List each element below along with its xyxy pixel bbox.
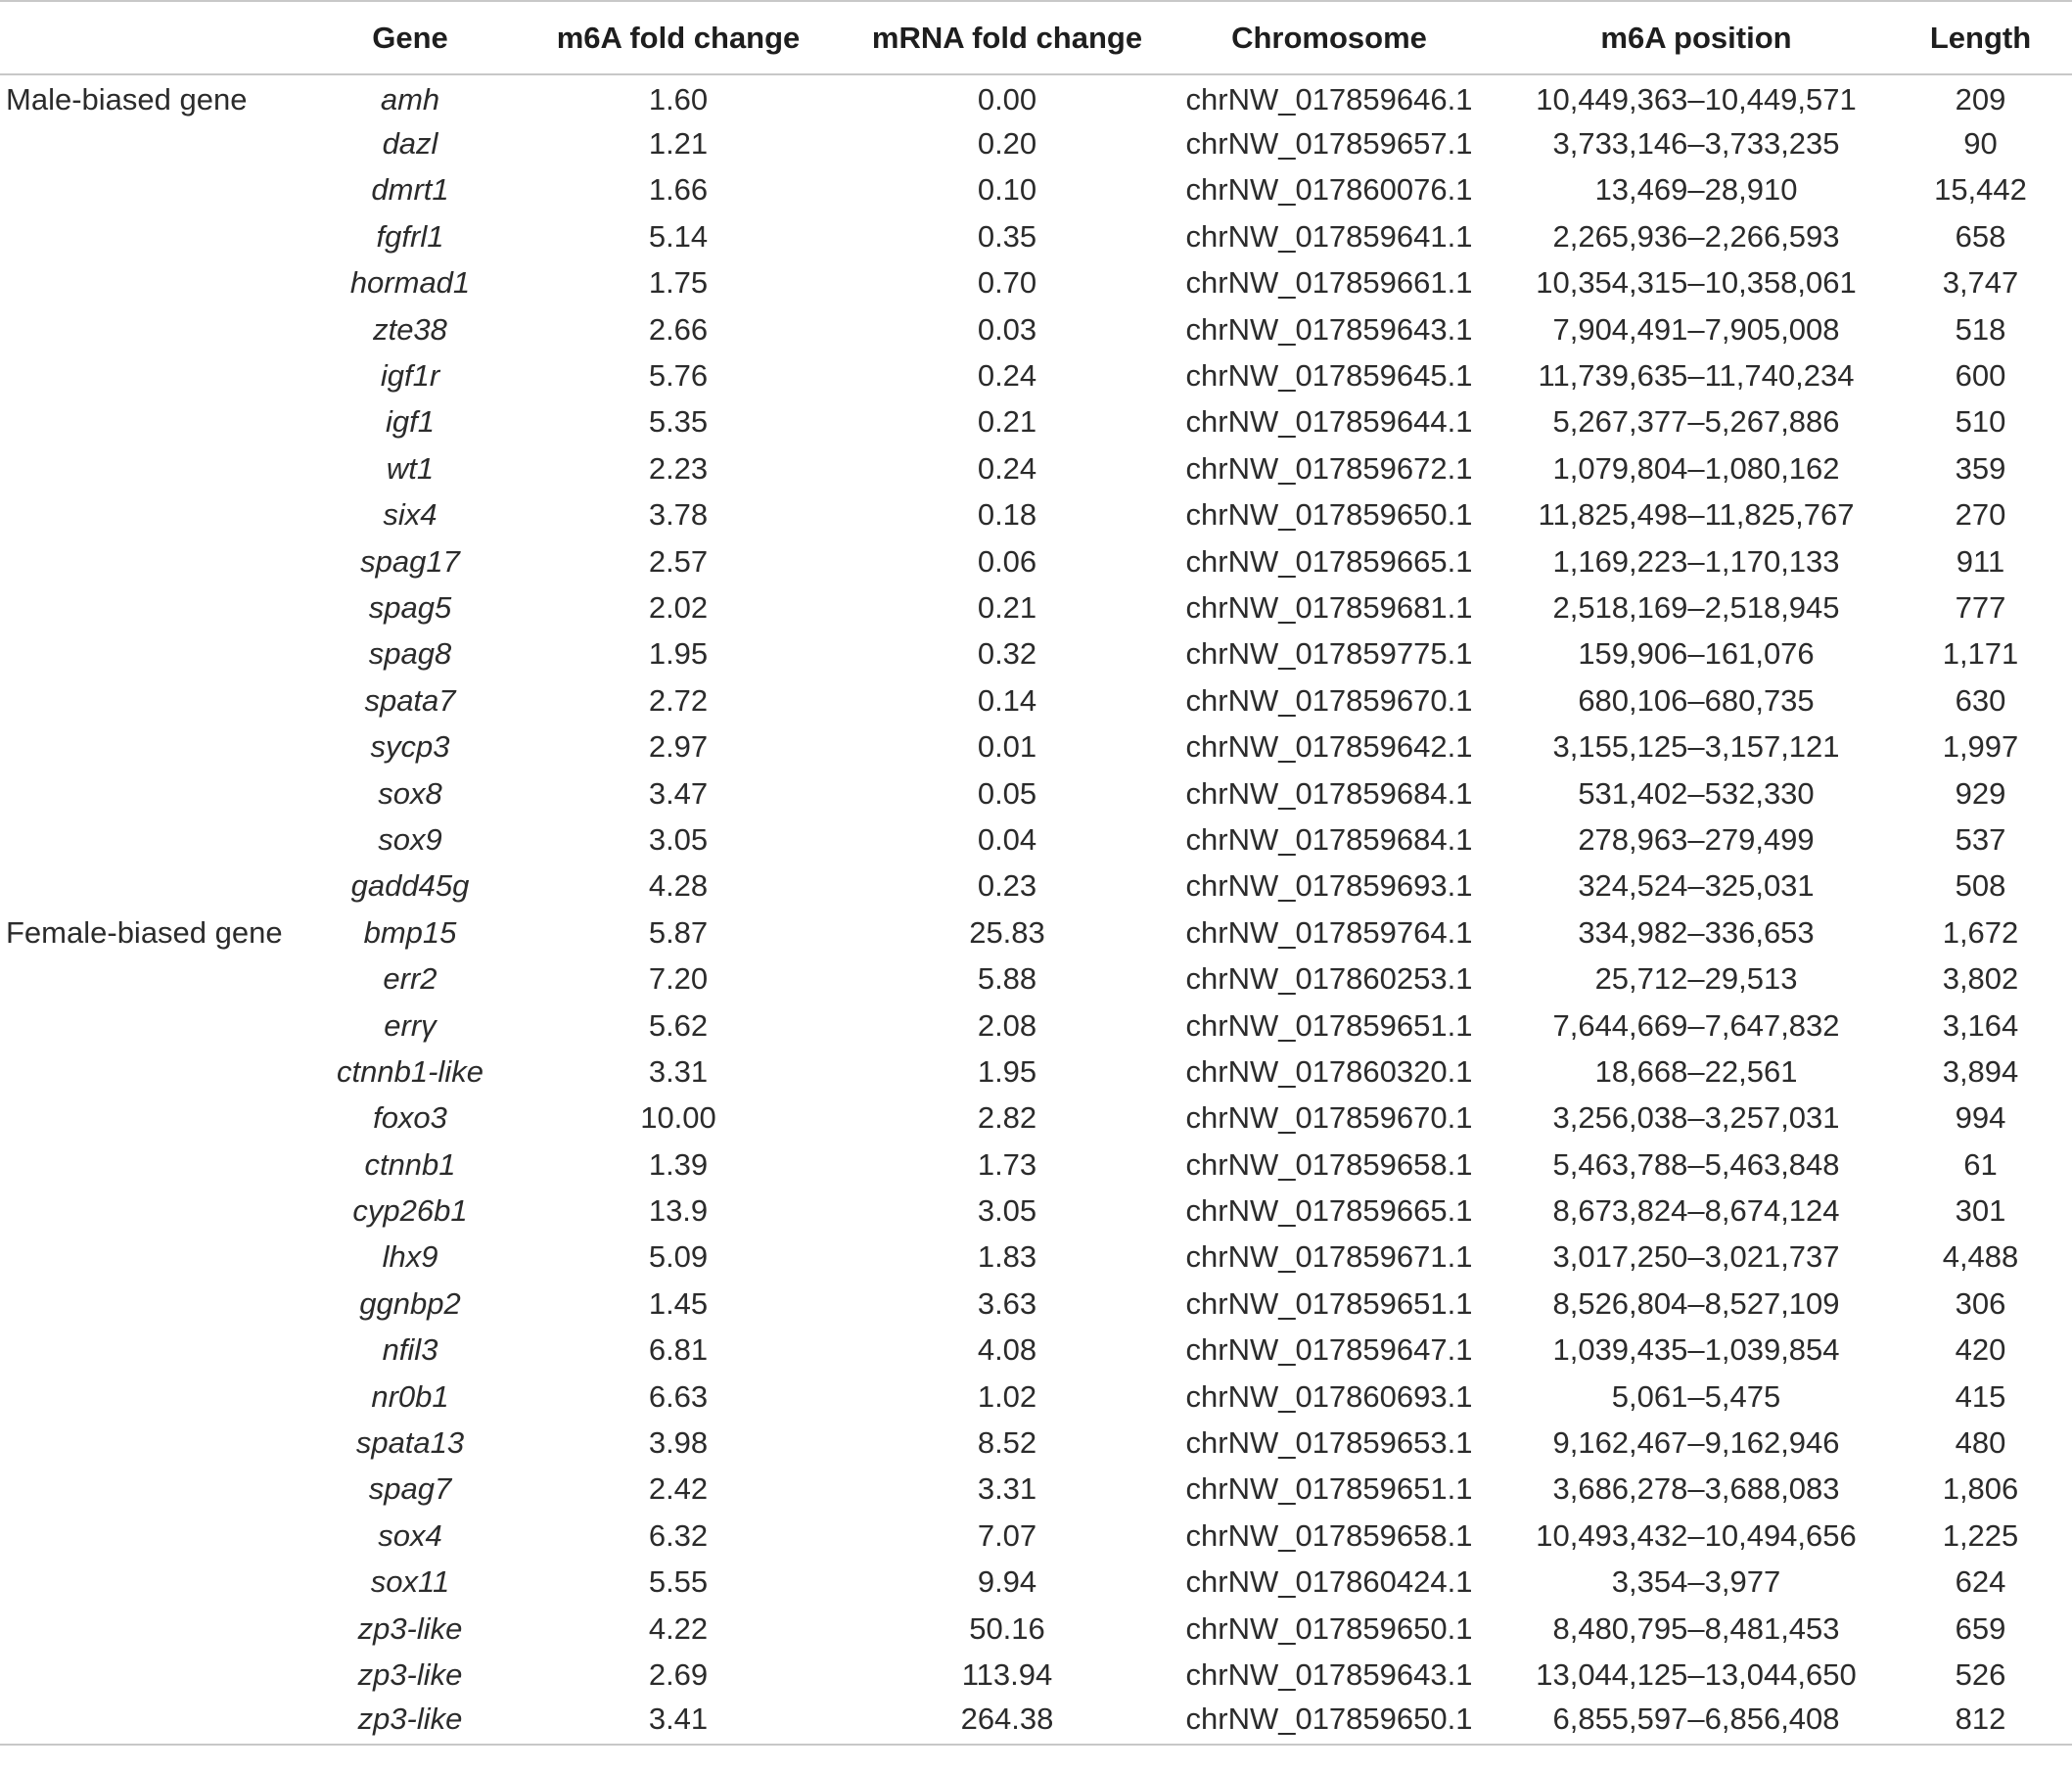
m6a-position-cell: 680,106–680,735: [1578, 682, 1815, 718]
m6a-fold-change-cell: 5.62: [648, 1007, 709, 1043]
group-cell: [0, 352, 323, 398]
gene-cell: spag8: [368, 636, 452, 672]
m6a-fold-change-cell: 1.95: [648, 636, 709, 672]
table-row: [0, 770, 2072, 816]
m6a-fold-change-cell: 6.63: [648, 1378, 709, 1414]
length-cell: 209: [1955, 82, 2006, 117]
table-row: [0, 1188, 2072, 1234]
group-cell: [0, 1374, 323, 1420]
gene-cell: nr0b1: [371, 1378, 449, 1414]
table-row: [0, 1374, 2072, 1420]
header-group: [0, 1, 323, 74]
length-cell: 624: [1955, 1564, 2006, 1600]
m6a-fold-change-cell: 5.87: [648, 914, 709, 950]
m6a-position-cell: 1,039,435–1,039,854: [1552, 1332, 1840, 1368]
m6a-fold-change-cell: 1.39: [648, 1146, 709, 1182]
m6a-fold-change-cell: 2.97: [648, 729, 709, 765]
length-cell: 90: [1963, 126, 1998, 162]
mrna-fold-change-cell: 0.01: [977, 729, 1037, 765]
gene-cell: sox9: [378, 821, 442, 857]
table-row: [0, 677, 2072, 723]
gene-cell: errγ: [384, 1007, 437, 1043]
table-row: [0, 909, 2072, 956]
table-row: [0, 120, 2072, 166]
length-cell: 61: [1963, 1146, 1998, 1182]
m6a-position-cell: 11,825,498–11,825,767: [1538, 497, 1855, 533]
gene-cell: igf1r: [380, 358, 440, 394]
chromosome-cell: chrNW_017859651.1: [1185, 1285, 1473, 1321]
m6a-fold-change-cell: 3.98: [648, 1425, 709, 1461]
m6a-position-cell: 3,354–3,977: [1611, 1564, 1781, 1600]
m6a-fold-change-cell: 2.69: [648, 1656, 709, 1692]
m6a-position-cell: 5,267,377–5,267,886: [1552, 404, 1840, 440]
m6a-position-cell: 8,480,795–8,481,453: [1552, 1610, 1840, 1646]
m6a-position-cell: 278,963–279,499: [1578, 821, 1815, 857]
header-length: Length: [1889, 1, 2072, 74]
mrna-fold-change-cell: 3.31: [977, 1471, 1037, 1507]
m6a-position-cell: 3,686,278–3,688,083: [1552, 1471, 1840, 1507]
table-row: [0, 399, 2072, 445]
length-cell: 3,894: [1942, 1053, 2019, 1089]
length-cell: 630: [1955, 682, 2006, 718]
group-cell: [0, 677, 323, 723]
mrna-fold-change-cell: 0.23: [977, 868, 1037, 904]
length-cell: 911: [1956, 543, 2005, 579]
mrna-fold-change-cell: 0.20: [977, 126, 1037, 162]
chromosome-cell: chrNW_017859641.1: [1185, 218, 1473, 254]
table-row: [0, 631, 2072, 677]
m6a-position-cell: 3,155,125–3,157,121: [1552, 729, 1840, 765]
length-cell: 1,806: [1942, 1471, 2019, 1507]
m6a-fold-change-cell: 2.42: [648, 1471, 709, 1507]
m6a-position-cell: 3,256,038–3,257,031: [1552, 1100, 1840, 1136]
group-cell: [0, 1420, 323, 1466]
group-cell: [0, 260, 323, 306]
group-cell: [0, 1188, 323, 1234]
m6a-fold-change-cell: 1.45: [648, 1285, 709, 1321]
gene-cell: spag7: [368, 1471, 452, 1507]
mrna-fold-change-cell: 0.14: [977, 682, 1037, 718]
group-cell: [0, 631, 323, 677]
header-mrna-fold-change: mRNA fold change: [859, 1, 1155, 74]
mrna-fold-change-cell: 1.83: [977, 1239, 1037, 1275]
m6a-position-cell: 324,524–325,031: [1578, 868, 1815, 904]
mrna-fold-change-cell: 0.05: [977, 775, 1037, 811]
length-cell: 270: [1955, 497, 2006, 533]
gene-cell: sycp3: [370, 729, 450, 765]
length-cell: 812: [1889, 1699, 2072, 1745]
header-row: [0, 1, 2072, 74]
length-cell: 4,488: [1942, 1239, 2019, 1275]
table-row: [0, 260, 2072, 306]
m6a-position-cell: 18,668–22,561: [1594, 1053, 1798, 1089]
m6a-position-cell: 13,469–28,910: [1594, 172, 1798, 208]
gene-cell: cyp26b1: [352, 1193, 468, 1229]
m6a-position-cell: 334,982–336,653: [1578, 914, 1815, 950]
m6a-fold-change-cell: 4.22: [648, 1610, 709, 1646]
length-cell: 658: [1955, 218, 2006, 254]
mrna-fold-change-cell: 0.00: [977, 82, 1037, 117]
length-cell: 537: [1955, 821, 2006, 857]
mrna-fold-change-cell: 0.35: [977, 218, 1037, 254]
table-row: [0, 445, 2072, 491]
m6a-position-cell: 10,493,432–10,494,656: [1536, 1517, 1857, 1553]
m6a-position-cell: 7,904,491–7,905,008: [1552, 311, 1840, 347]
header-m6a-fold-change: m6A fold change: [497, 1, 859, 74]
gene-cell: wt1: [386, 450, 435, 486]
table-row: [0, 1420, 2072, 1466]
gene-cell: zp3-like: [357, 1656, 463, 1692]
m6a-position-cell: 10,354,315–10,358,061: [1536, 265, 1857, 301]
group-cell: [0, 492, 323, 538]
table-row: [0, 492, 2072, 538]
table-row: [0, 1606, 2072, 1652]
table-row: [0, 538, 2072, 584]
table-row: [0, 1096, 2072, 1142]
mrna-fold-change-cell: 0.24: [977, 450, 1037, 486]
group-cell: [0, 1142, 323, 1188]
m6a-fold-change-cell: 1.75: [648, 265, 709, 301]
gene-cell: six4: [383, 497, 437, 533]
chromosome-cell: chrNW_017859764.1: [1185, 914, 1473, 950]
length-cell: 420: [1955, 1332, 2006, 1368]
mrna-fold-change-cell: 1.95: [977, 1053, 1037, 1089]
chromosome-cell: chrNW_017859651.1: [1185, 1471, 1473, 1507]
gene-cell: foxo3: [373, 1100, 447, 1136]
m6a-position-cell: 8,526,804–8,527,109: [1552, 1285, 1840, 1321]
mrna-fold-change-cell: 2.08: [977, 1007, 1037, 1043]
m6a-fold-change-cell: 3.31: [648, 1053, 709, 1089]
group-cell: [0, 816, 323, 863]
m6a-fold-change-cell: 2.23: [648, 450, 709, 486]
m6a-position-cell: 7,644,669–7,647,832: [1552, 1007, 1840, 1043]
group-cell: [0, 1606, 323, 1652]
length-cell: 3,164: [1942, 1007, 2019, 1043]
table-row: [0, 584, 2072, 630]
m6a-fold-change-cell: 5.55: [648, 1564, 709, 1600]
chromosome-cell: chrNW_017859650.1: [1155, 1699, 1503, 1745]
mrna-fold-change-cell: 5.88: [977, 961, 1037, 997]
mrna-fold-change-cell: 0.24: [977, 358, 1037, 394]
chromosome-cell: chrNW_017859644.1: [1185, 404, 1473, 440]
gene-cell: zp3-like: [323, 1699, 497, 1745]
group-cell: Male-biased gene: [6, 82, 248, 117]
table-row: [0, 213, 2072, 259]
mrna-fold-change-cell: 3.63: [977, 1285, 1037, 1321]
m6a-fold-change-cell: 4.28: [648, 868, 709, 904]
chromosome-cell: chrNW_017860320.1: [1185, 1053, 1473, 1089]
gene-cell: zte38: [373, 311, 447, 347]
m6a-fold-change-cell: 3.78: [648, 497, 709, 533]
group-cell: [0, 538, 323, 584]
length-cell: 301: [1955, 1193, 2006, 1229]
chromosome-cell: chrNW_017859645.1: [1185, 358, 1473, 394]
mrna-fold-change-cell: 0.18: [977, 497, 1037, 533]
mrna-fold-change-cell: 3.05: [977, 1193, 1037, 1229]
table-row: [0, 1560, 2072, 1606]
length-cell: 518: [1955, 311, 2006, 347]
mrna-fold-change-cell: 0.10: [977, 172, 1037, 208]
group-cell: [0, 1049, 323, 1095]
mrna-fold-change-cell: 0.21: [977, 404, 1037, 440]
table-row: [0, 1513, 2072, 1559]
group-cell: [0, 399, 323, 445]
m6a-fold-change-cell: 3.05: [648, 821, 709, 857]
mrna-fold-change-cell: 4.08: [977, 1332, 1037, 1368]
table-row: [0, 1281, 2072, 1327]
chromosome-cell: chrNW_017859693.1: [1185, 868, 1473, 904]
length-cell: 3,747: [1942, 265, 2019, 301]
gene-cell: spag5: [368, 589, 452, 625]
m6a-fold-change-cell: 1.60: [648, 82, 709, 117]
table-row: [0, 74, 2072, 120]
chromosome-cell: chrNW_017859684.1: [1185, 775, 1473, 811]
group-cell: [0, 1652, 323, 1698]
table-row: [0, 816, 2072, 863]
gene-cell: nfil3: [382, 1332, 438, 1368]
gene-cell: bmp15: [363, 914, 457, 950]
m6a-position-cell: 6,855,597–6,856,408: [1503, 1699, 1889, 1745]
chromosome-cell: chrNW_017859657.1: [1185, 126, 1473, 162]
length-cell: 1,672: [1942, 914, 2019, 950]
gene-cell: igf1: [386, 404, 435, 440]
table-row: [0, 352, 2072, 398]
group-cell: [0, 120, 323, 166]
chromosome-cell: chrNW_017859681.1: [1185, 589, 1473, 625]
m6a-fold-change-cell: 5.14: [648, 218, 709, 254]
m6a-fold-change-cell: 10.00: [640, 1100, 716, 1136]
gene-cell: zp3-like: [357, 1610, 463, 1646]
gene-cell: ctnnb1: [364, 1146, 456, 1182]
table-row: [0, 167, 2072, 213]
m6a-fold-change-cell: 2.72: [648, 682, 709, 718]
chromosome-cell: chrNW_017859658.1: [1185, 1517, 1473, 1553]
chromosome-cell: chrNW_017860693.1: [1185, 1378, 1473, 1414]
mrna-fold-change-cell: 113.94: [961, 1656, 1053, 1692]
gene-cell: dazl: [382, 126, 438, 162]
m6a-fold-change-cell: 2.66: [648, 311, 709, 347]
length-cell: 510: [1955, 404, 2006, 440]
table-body: [0, 74, 2072, 1745]
chromosome-cell: chrNW_017859670.1: [1185, 682, 1473, 718]
group-cell: [0, 1235, 323, 1281]
gene-cell: sox11: [370, 1564, 450, 1600]
chromosome-cell: chrNW_017860253.1: [1185, 961, 1473, 997]
gene-cell: ctnnb1-like: [337, 1053, 483, 1089]
length-cell: 15,442: [1934, 172, 2027, 208]
group-cell: [0, 956, 323, 1002]
m6a-position-cell: 1,079,804–1,080,162: [1552, 450, 1840, 486]
chromosome-cell: chrNW_017860424.1: [1185, 1564, 1473, 1600]
length-cell: 415: [1955, 1378, 2006, 1414]
m6a-fold-change-cell: 1.66: [648, 172, 709, 208]
m6a-position-cell: 3,017,250–3,021,737: [1552, 1239, 1840, 1275]
length-cell: 600: [1955, 358, 2006, 394]
m6a-position-cell: 11,739,635–11,740,234: [1538, 358, 1855, 394]
mrna-fold-change-cell: 0.70: [977, 265, 1037, 301]
chromosome-cell: chrNW_017859775.1: [1185, 636, 1473, 672]
chromosome-cell: chrNW_017859646.1: [1185, 82, 1473, 117]
length-cell: 929: [1955, 775, 2006, 811]
gene-cell: amh: [380, 82, 440, 117]
m6a-fold-change-cell: 5.09: [648, 1239, 709, 1275]
mrna-fold-change-cell: 25.83: [969, 914, 1045, 950]
mrna-fold-change-cell: 7.07: [977, 1517, 1037, 1553]
length-cell: 659: [1955, 1610, 2006, 1646]
length-cell: 994: [1955, 1100, 2006, 1136]
group-cell: [0, 1560, 323, 1606]
group-cell: [0, 1699, 323, 1745]
chromosome-cell: chrNW_017859670.1: [1185, 1100, 1473, 1136]
chromosome-cell: chrNW_017859661.1: [1185, 265, 1473, 301]
m6a-fold-change-cell: 5.35: [648, 404, 709, 440]
m6a-fold-change-cell: 6.81: [648, 1332, 709, 1368]
gene-cell: spata7: [364, 682, 456, 718]
m6a-fold-change-cell: 2.02: [648, 589, 709, 625]
m6a-position-cell: 25,712–29,513: [1594, 961, 1798, 997]
group-cell: [0, 584, 323, 630]
gene-cell: lhx9: [382, 1239, 438, 1275]
gene-cell: hormad1: [349, 265, 471, 301]
gene-cell: sox4: [378, 1517, 442, 1553]
gene-cell: ggnbp2: [359, 1285, 461, 1321]
table-row: [0, 1699, 2072, 1745]
m6a-position-cell: 5,463,788–5,463,848: [1552, 1146, 1840, 1182]
chromosome-cell: chrNW_017859672.1: [1185, 450, 1473, 486]
m6a-position-cell: 159,906–161,076: [1578, 636, 1815, 672]
gene-cell: dmrt1: [371, 172, 449, 208]
table-row: [0, 1049, 2072, 1095]
table-row: [0, 306, 2072, 352]
gene-cell: spata13: [355, 1425, 465, 1461]
m6a-position-cell: 2,265,936–2,266,593: [1552, 218, 1840, 254]
group-cell: [0, 1003, 323, 1049]
mrna-fold-change-cell: 0.04: [977, 821, 1037, 857]
table-row: [0, 1003, 2072, 1049]
m6a-position-cell: 10,449,363–10,449,571: [1536, 82, 1857, 117]
chromosome-cell: chrNW_017859665.1: [1185, 543, 1473, 579]
group-cell: [0, 1281, 323, 1327]
table-row: [0, 723, 2072, 769]
group-cell: [0, 306, 323, 352]
group-cell: [0, 1467, 323, 1513]
mrna-fold-change-cell: 2.82: [977, 1100, 1037, 1136]
chromosome-cell: chrNW_017859642.1: [1185, 729, 1473, 765]
table-row: [0, 1467, 2072, 1513]
m6a-fold-change-cell: 5.76: [648, 358, 709, 394]
group-cell: [0, 863, 323, 909]
mrna-fold-change-cell: 264.38: [859, 1699, 1155, 1745]
gene-cell: fgfrl1: [376, 218, 444, 254]
gene-cell: err2: [383, 961, 437, 997]
m6a-fold-change-cell: 6.32: [648, 1517, 709, 1553]
table-row: [0, 1652, 2072, 1698]
table-row: [0, 863, 2072, 909]
group-cell: [0, 1513, 323, 1559]
chromosome-cell: chrNW_017859671.1: [1185, 1239, 1473, 1275]
m6a-position-cell: 13,044,125–13,044,650: [1536, 1656, 1857, 1692]
table-row: [0, 1142, 2072, 1188]
gene-cell: sox8: [378, 775, 442, 811]
length-cell: 526: [1955, 1656, 2006, 1692]
group-cell: [0, 1328, 323, 1374]
length-cell: 306: [1955, 1285, 2006, 1321]
table-row: [0, 1235, 2072, 1281]
length-cell: 1,997: [1942, 729, 2019, 765]
m6a-fold-change-cell: 3.47: [648, 775, 709, 811]
table-header: [0, 1, 2072, 74]
header-chromosome: Chromosome: [1155, 1, 1503, 74]
header-gene: Gene: [323, 1, 497, 74]
group-cell: [0, 723, 323, 769]
mrna-fold-change-cell: 9.94: [977, 1564, 1037, 1600]
group-cell: [0, 167, 323, 213]
mrna-fold-change-cell: 1.02: [977, 1378, 1037, 1414]
m6a-position-cell: 1,169,223–1,170,133: [1552, 543, 1840, 579]
chromosome-cell: chrNW_017859665.1: [1185, 1193, 1473, 1229]
m6a-fold-change-cell: 13.9: [648, 1193, 709, 1229]
mrna-fold-change-cell: 8.52: [977, 1425, 1037, 1461]
length-cell: 508: [1955, 868, 2006, 904]
m6a-position-cell: 8,673,824–8,674,124: [1552, 1193, 1840, 1229]
gene-cell: gadd45g: [350, 868, 470, 904]
group-cell: [0, 445, 323, 491]
chromosome-cell: chrNW_017859650.1: [1185, 1610, 1473, 1646]
chromosome-cell: chrNW_017859651.1: [1185, 1007, 1473, 1043]
chromosome-cell: chrNW_017859650.1: [1185, 497, 1473, 533]
m6a-fold-change-cell: 1.21: [648, 126, 709, 162]
table-row: [0, 1328, 2072, 1374]
mrna-fold-change-cell: 1.73: [977, 1146, 1037, 1182]
chromosome-cell: chrNW_017859647.1: [1185, 1332, 1473, 1368]
mrna-fold-change-cell: 0.06: [977, 543, 1037, 579]
m6a-position-cell: 3,733,146–3,733,235: [1552, 126, 1840, 162]
chromosome-cell: chrNW_017859658.1: [1185, 1146, 1473, 1182]
group-cell: [0, 1096, 323, 1142]
length-cell: 1,225: [1942, 1517, 2019, 1553]
m6a-fold-change-cell: 2.57: [648, 543, 709, 579]
m6a-position-cell: 531,402–532,330: [1578, 775, 1815, 811]
chromosome-cell: chrNW_017859653.1: [1185, 1425, 1473, 1461]
length-cell: 1,171: [1942, 636, 2019, 672]
group-cell: Female-biased gene: [6, 914, 283, 950]
gene-cell: spag17: [360, 543, 460, 579]
length-cell: 359: [1955, 450, 2006, 486]
group-cell: [0, 770, 323, 816]
group-cell: [0, 213, 323, 259]
m6a-fold-change-cell: 3.41: [497, 1699, 859, 1745]
chromosome-cell: chrNW_017859643.1: [1185, 1656, 1473, 1692]
mrna-fold-change-cell: 50.16: [969, 1610, 1045, 1646]
length-cell: 3,802: [1942, 961, 2019, 997]
length-cell: 480: [1955, 1425, 2006, 1461]
m6a-position-cell: 5,061–5,475: [1611, 1378, 1781, 1414]
header-m6a-position: m6A position: [1503, 1, 1889, 74]
m6a-fold-change-cell: 7.20: [648, 961, 709, 997]
chromosome-cell: chrNW_017859684.1: [1185, 821, 1473, 857]
mrna-fold-change-cell: 0.03: [977, 311, 1037, 347]
m6a-position-cell: 9,162,467–9,162,946: [1552, 1425, 1840, 1461]
mrna-fold-change-cell: 0.21: [977, 589, 1037, 625]
chromosome-cell: chrNW_017859643.1: [1185, 311, 1473, 347]
table-row: [0, 956, 2072, 1002]
chromosome-cell: chrNW_017860076.1: [1185, 172, 1473, 208]
length-cell: 777: [1955, 589, 2006, 625]
m6a-position-cell: 2,518,169–2,518,945: [1552, 589, 1840, 625]
mrna-fold-change-cell: 0.32: [977, 636, 1037, 672]
